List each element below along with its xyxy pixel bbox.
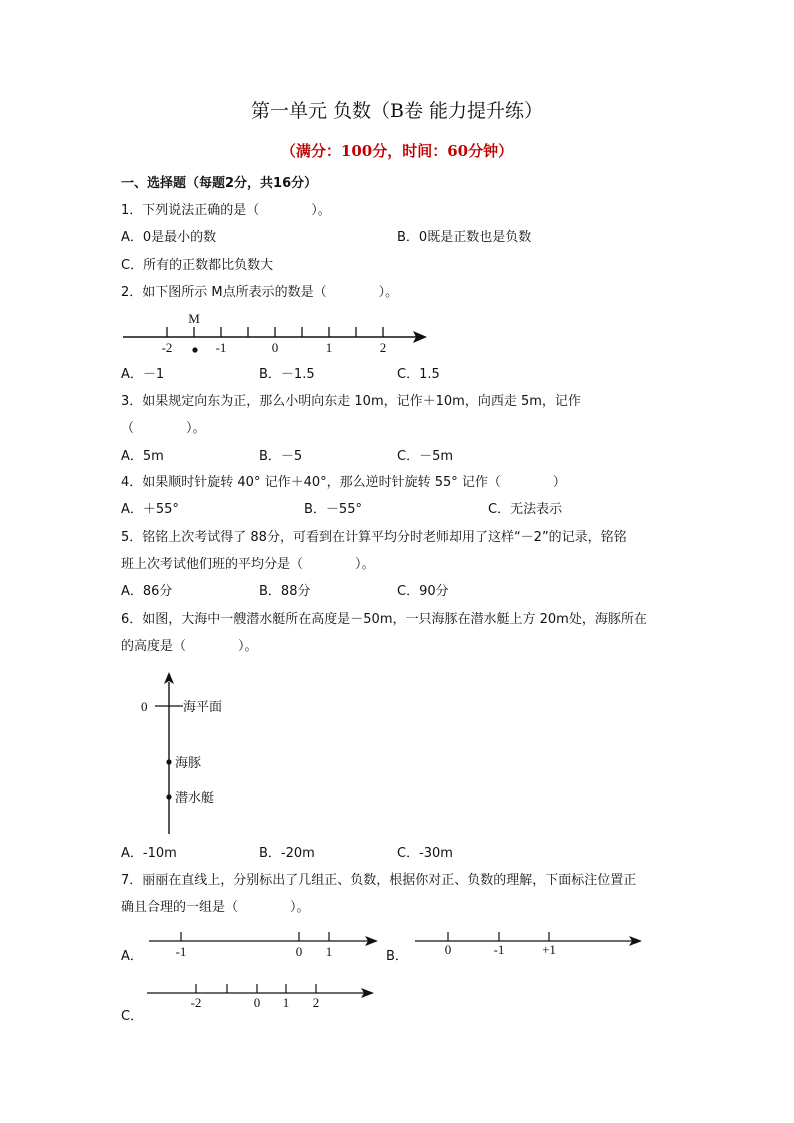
question-7-number-line-a — [146, 928, 386, 962]
question-6-option-a: A．-10m — [121, 846, 177, 861]
tick-label: -2 — [161, 340, 173, 355]
question-6-stem: 6．如图，大海中一艘潜水艇所在高度是－50m，一只海豚在潜水艇上方 20m处，海豚所在 — [121, 612, 647, 627]
question-5-stem-line-2: 班上次考试他们班的平均分是（ ）。 — [121, 557, 375, 572]
question-3-option-b: B．－5 — [259, 449, 303, 464]
tick-label: 1 — [325, 944, 333, 959]
number-line-ticks — [167, 327, 383, 337]
question-6-stem-line-2: 的高度是（ ）。 — [121, 639, 258, 654]
tick-label: 0 — [295, 944, 303, 959]
question-4-option-c: C．无法表示 — [488, 502, 563, 517]
question-7-number-line-c — [144, 980, 384, 1014]
question-2-option-a: A．－1 — [121, 367, 165, 382]
point-m-label: M — [188, 311, 200, 326]
submarine-label: 潜水艇 — [175, 791, 215, 806]
question-3-stem-line-2: （ ）。 — [121, 421, 206, 436]
question-4-option-a: A．＋55° — [121, 502, 179, 517]
point-m-dot — [192, 347, 197, 352]
question-2-stem: 2．如下图所示 M点所表示的数是（ ）。 — [121, 285, 399, 300]
question-1-option-c: C．所有的正数都比负数大 — [121, 258, 274, 273]
question-3-option-c: C．－5m — [397, 449, 454, 464]
tick-label: 2 — [312, 995, 320, 1010]
question-6-option-b: B．-20m — [259, 846, 315, 861]
question-1-option-b: B．0既是正数也是负数 — [397, 230, 532, 245]
question-3-option-a: A．5m — [121, 449, 164, 464]
question-1-stem: 1．下列说法正确的是（ ）。 — [121, 203, 331, 218]
section-heading: 一、选择题（每题2分，共16分） — [121, 176, 318, 191]
question-5-option-b: B．88分 — [259, 584, 311, 599]
question-1-option-a: A．0是最小的数 — [121, 230, 217, 245]
question-7-number-line-b — [412, 928, 652, 962]
question-4-stem: 4．如果顺时针旋转 40° 记作＋40°，那么逆时针旋转 55° 记作（ ） — [121, 475, 566, 490]
tick-label: 0 — [271, 340, 279, 355]
question-5-stem: 5．铭铭上次考试得了 88分，可看到在计算平均分时老师却用了这样“－2”的记录，铭铭 — [121, 530, 627, 545]
zero-label: 0 — [141, 699, 148, 714]
question-7-stem-line-2: 确且合理的一组是（ ）。 — [121, 900, 310, 915]
page-title: 第一单元 负数（B卷 能力提升练） — [250, 100, 544, 122]
tick-label: 1 — [282, 995, 290, 1010]
question-7-option-b: B． — [386, 949, 408, 964]
question-7-option-a: A． — [121, 949, 143, 964]
page-subtitle: （满分：100分，时间：60分钟） — [280, 142, 514, 160]
question-5-option-a: A．86分 — [121, 584, 173, 599]
tick-label: 0 — [444, 942, 452, 957]
tick-label: +1 — [542, 942, 556, 957]
tick-label: 1 — [325, 340, 333, 355]
question-3-stem: 3．如果规定向东为正，那么小明向东走 10m，记作＋10m，向西走 5m，记作 — [121, 394, 581, 409]
question-6-option-c: C．-30m — [397, 846, 453, 861]
tick-label: -1 — [215, 340, 227, 355]
question-6-depth-diagram — [135, 668, 275, 840]
question-7-option-c: C． — [121, 1009, 144, 1024]
submarine-dot — [166, 794, 171, 799]
question-7-stem: 7．丽丽在直线上，分别标出了几组正、负数，根据你对正、负数的理解，下面标注位置正 — [121, 873, 637, 888]
question-2-number-line — [120, 310, 440, 360]
question-5-option-c: C．90分 — [397, 584, 449, 599]
dolphin-dot — [166, 759, 171, 764]
question-2-option-c: C．1.5 — [397, 367, 440, 382]
tick-label: -1 — [493, 942, 505, 957]
question-4-option-b: B．－55° — [304, 502, 362, 517]
tick-label: 2 — [379, 340, 387, 355]
sea-level-label: 海平面 — [183, 700, 223, 715]
dolphin-label: 海豚 — [175, 756, 202, 771]
tick-label: -2 — [190, 995, 202, 1010]
tick-label: -1 — [175, 944, 187, 959]
tick-label: 0 — [253, 995, 261, 1010]
question-2-option-b: B．－1.5 — [259, 367, 315, 382]
